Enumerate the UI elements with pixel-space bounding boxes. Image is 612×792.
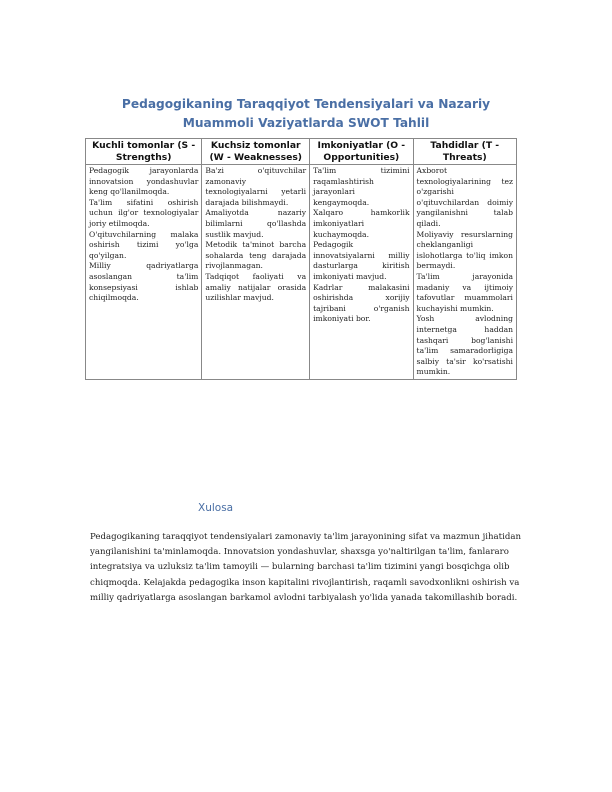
opportunity-item: Kadrlar malakasini oshirishda xorijiy tajribani o'rganish imkoniyati bor. [313, 282, 410, 324]
strength-item: O'qituvchilarning malaka oshirish tizimi yo'lga qo'yilgan. [89, 229, 199, 260]
threat-item: Axborot texnologiyalarining tez o'zgarishi o'qituvchilardan doimiy yangilanishni talab qiladi. [416, 166, 513, 228]
header-strengths: Kuchli tomonlar (S - Strengths) [86, 139, 202, 165]
weakness-item: Ba'zi o'qituvchilar zamonaviy texnologiyalarni yetarli darajada bilishmaydi. [205, 166, 307, 207]
weaknesses-cell [202, 165, 310, 380]
strength-item: Milliy qadriyatlarga asoslangan ta'lim konsepsiyasi ishlab chiqilmoqda. [89, 261, 199, 303]
header-threats: Tahdidlar (T - Threats) [413, 139, 516, 165]
opportunity-item: Ta'lim tizimini raqamlashtirish jarayonlari kengaymoqda. [313, 166, 410, 207]
opportunities-cell [310, 165, 413, 380]
weakness-item: Amaliyotda nazariy bilimlarni qo'llashda sustlik mavjud. [205, 208, 307, 239]
weakness-item: Metodik ta'minot barcha sohalarda teng darajada rivojlanmagan. [205, 240, 307, 271]
threat-item: Moliyaviy resurslarning cheklanganligi islohotlarga to'liq imkon bermaydi. [416, 229, 513, 271]
swot-body-row [86, 165, 517, 380]
header-weaknesses: Kuchsiz tomonlar (W - Weaknesses) [202, 139, 310, 165]
threat-item: Yosh avlodning internetga haddan tashqari bog'lanishi ta'lim samaradorligiga salbiy ta'sir ko'rsatishi mumkin. [416, 314, 513, 377]
strengths-cell [86, 165, 202, 380]
swot-table [85, 138, 517, 380]
header-opportunities: Imkoniyatlar (O - Opportunities) [310, 139, 413, 165]
page-title: Pedagogikaning Taraqqiyot Tendensiyalari va Nazariy Muammoli Vaziyatlarda SWOT Tahlil [121, 97, 491, 130]
conclusion-paragraph: Pedagogikaning taraqqiyot tendensiyalari zamonaviy ta'lim jarayonining sifat va mazmun jihatidan yangilanishini ta'minlamoqda. Innovatsion yondashuvlar, shaxsga yo'naltirilgan ta'lim, fanlararo integratsiya va uzluksiz ta'lim tamoyili — bularning barchasi ta'lim tizimini yangi bosqichga olib chiqmoqda. Kelajakda pedagogika inson kapitalini rivojlantirish, raqamli savodxonlikni oshirish va milliy qadriyatlarga asoslangan barkamol avlodni tarbiyalash yo'lida yanada takomillashib boradi. [90, 532, 522, 603]
strength-item: Pedagogik jarayonlarda innovatsion yondashuvlar keng qo'llanilmoqda. [89, 166, 199, 197]
threat-item: Ta'lim jarayonida madaniy va ijtimoiy tafovutlar muammolari kuchayishi mumkin. [416, 271, 513, 313]
opportunity-item: Pedagogik innovatsiyalarni milliy dasturlarga kiritish imkoniyati mavjud. [313, 240, 410, 281]
opportunity-item: Xalqaro hamkorlik imkoniyatlari kuchaymoqda. [313, 208, 410, 239]
threats-cell [413, 165, 516, 380]
swot-header-row [86, 139, 517, 165]
conclusion-heading: Xulosa [198, 502, 234, 514]
strength-item: Ta'lim sifatini oshirish uchun ilg'or texnologiyalar joriy etilmoqda. [89, 197, 199, 228]
weakness-item: Tadqiqot faoliyati va amaliy natijalar orasida uzilishlar mavjud. [205, 271, 307, 303]
